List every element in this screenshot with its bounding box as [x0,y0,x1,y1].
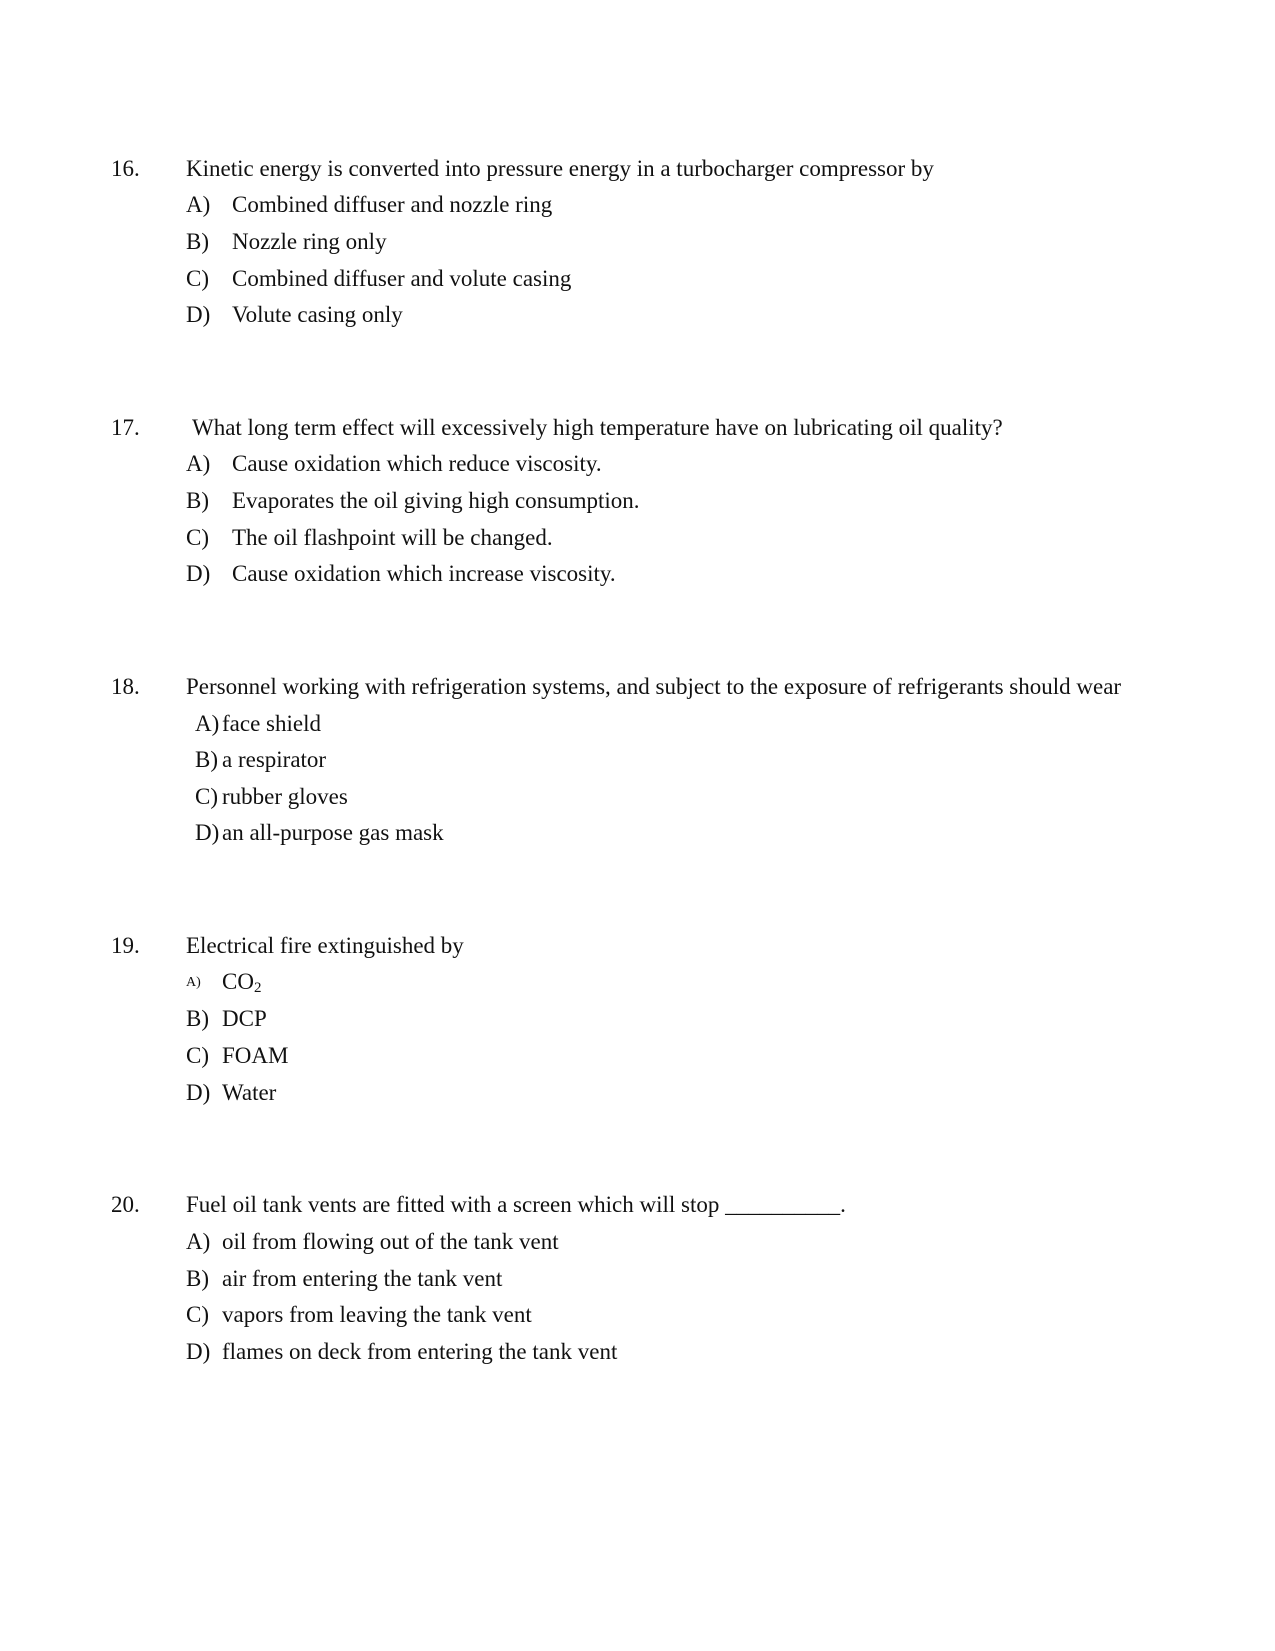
question-text: Personnel working with refrigeration systems, and subject to the exposure of refrigerants should wear [186,674,1122,699]
option-text: a respirator [222,747,327,772]
option-text [222,969,261,997]
option-letter: C) [186,266,209,291]
question-number: 20. [111,1192,140,1217]
option-letter: D) [195,820,220,845]
option-letter: D) [186,561,211,586]
formula-subscript: 2 [253,980,262,996]
question-number: 18. [111,674,140,699]
option-text: Evaporates the oil giving high consumption. [232,488,640,513]
option-letter: D) [186,302,211,327]
option-text: Nozzle ring only [232,229,387,254]
option-text: The oil flashpoint will be changed. [232,525,553,550]
option-letter: B) [186,488,209,513]
option-letter: B) [186,1006,209,1031]
question-text: Kinetic energy is converted into pressure energy in a turbocharger compressor by [186,156,934,181]
option-text: FOAM [222,1043,289,1068]
option-letter: B) [186,1266,209,1291]
option-letter: D) [186,1339,211,1364]
option-letter: C) [195,784,218,809]
question-number: 16. [111,156,140,181]
option-text: rubber gloves [222,784,348,809]
option-text: Water [222,1080,277,1105]
question-text: Fuel oil tank vents are fitted with a screen which will stop __________. [186,1192,846,1217]
option-letter: C) [186,1302,209,1327]
option-text: air from entering the tank vent [222,1266,503,1291]
formula-text: CO [222,969,254,994]
option-letter: A) [186,192,211,217]
option-letter: A) [186,451,211,476]
option-text: an all-purpose gas mask [222,820,444,845]
question-text: What long term effect will excessively high temperature have on lubricating oil quality? [192,415,1003,440]
option-text: vapors from leaving the tank vent [222,1302,532,1327]
option-text: Cause oxidation which reduce viscosity. [232,451,602,476]
question-number: 19. [111,933,140,958]
question-number: 17. [111,415,140,440]
option-text: DCP [222,1006,267,1031]
option-text: Cause oxidation which increase viscosity. [232,561,616,586]
option-text: Combined diffuser and nozzle ring [232,192,553,217]
option-letter: C) [186,525,209,550]
option-text: flames on deck from entering the tank vent [222,1339,618,1364]
option-letter: B) [186,229,209,254]
option-letter: C) [186,1043,209,1068]
option-text: Combined diffuser and volute casing [232,266,572,291]
option-text: face shield [222,711,321,736]
option-text: Volute casing only [232,302,403,327]
option-letter: B) [195,747,218,772]
option-letter: A) [195,711,220,736]
option-text: oil from flowing out of the tank vent [222,1229,559,1254]
option-letter: A) [186,1229,211,1254]
option-letter: D) [186,1080,211,1105]
question-text: Electrical fire extinguished by [186,933,464,958]
option-letter: A) [186,975,201,990]
